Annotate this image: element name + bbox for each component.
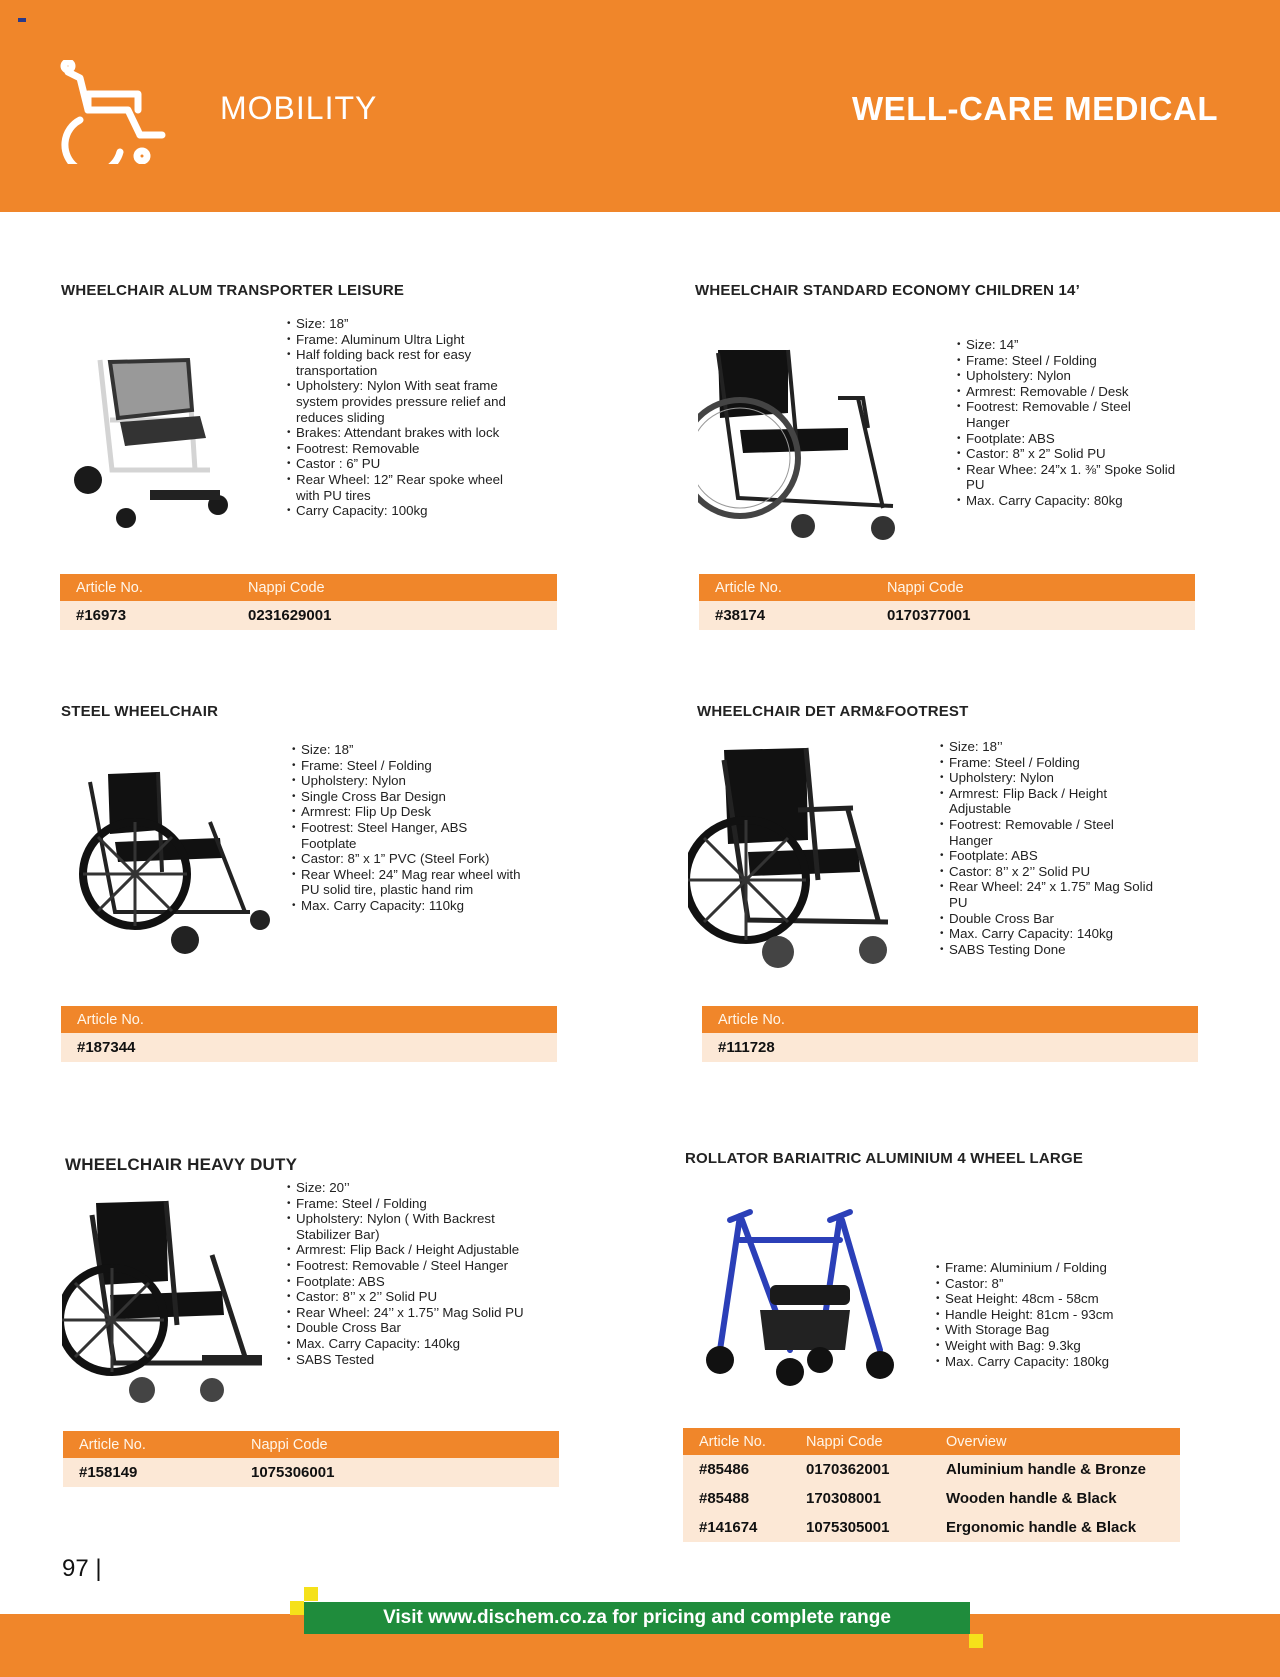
decor-square xyxy=(304,1587,318,1601)
product-table xyxy=(60,574,557,630)
wheelchair-image xyxy=(70,340,240,530)
spec-list xyxy=(936,1260,1166,1369)
spec-item: • Frame: Steel / Folding xyxy=(940,755,1160,771)
table-row xyxy=(702,1033,1198,1062)
article-number: #85486 xyxy=(683,1455,790,1484)
article-number: #111728 xyxy=(702,1033,1198,1062)
overview: Wooden handle & Black xyxy=(930,1484,1180,1513)
spec-item: • Rear Wheel: 24’’ x 1.75’’ Mag Solid PU xyxy=(287,1305,527,1321)
product-title: WHEELCHAIR STANDARD ECONOMY CHILDREN 14’ xyxy=(695,282,1080,299)
article-number: #38174 xyxy=(699,601,871,630)
spec-item: • Upholstery: Nylon xyxy=(940,770,1160,786)
spec-item: • Footrest: Removable xyxy=(287,441,517,457)
spec-item: • Size: 14” xyxy=(957,337,1177,353)
spec-item: • Frame: Steel / Folding xyxy=(957,353,1177,369)
table-header: Overview xyxy=(930,1428,1180,1455)
spec-item: • Footplate: ABS xyxy=(940,848,1160,864)
product-title: STEEL WHEELCHAIR xyxy=(61,703,219,720)
spec-item: • Rear Whee: 24”x 1. ⅜” Spoke Solid PU xyxy=(957,462,1177,493)
table-header: Nappi Code xyxy=(235,1431,559,1458)
article-number: #158149 xyxy=(63,1458,235,1487)
nappi-code: 1075305001 xyxy=(790,1513,930,1542)
table-header: Article No. xyxy=(60,574,232,601)
table-row xyxy=(61,1033,557,1062)
table-row xyxy=(683,1455,1180,1484)
spec-item: • SABS Testing Done xyxy=(940,942,1160,958)
spec-item: • With Storage Bag xyxy=(936,1322,1166,1338)
product-title: ROLLATOR BARIAITRIC ALUMINIUM 4 WHEEL LARGE xyxy=(685,1150,1084,1167)
decor-square xyxy=(290,1601,304,1615)
spec-item: • Max. Carry Capacity: 180kg xyxy=(936,1354,1166,1370)
spec-item: • Upholstery: Nylon With seat frame system provides pressure relief and reduces sliding xyxy=(287,378,517,425)
spec-item: • Castor: 8” xyxy=(936,1276,1166,1292)
product-title: WHEELCHAIR DET ARM&FOOTREST xyxy=(697,703,969,720)
article-number: #187344 xyxy=(61,1033,557,1062)
overview: Aluminium handle & Bronze xyxy=(930,1455,1180,1484)
article-number: #141674 xyxy=(683,1513,790,1542)
spec-item: • Castor: 8’’ x 2’’ Solid PU xyxy=(287,1289,527,1305)
product-title: WHEELCHAIR ALUM TRANSPORTER LEISURE xyxy=(61,282,405,299)
spec-item: • Upholstery: Nylon xyxy=(957,368,1177,384)
wheelchair-image xyxy=(70,762,280,957)
spec-item: • Upholstery: Nylon xyxy=(292,773,522,789)
spec-item: • Castor: 8’’ x 2’’ Solid PU xyxy=(940,864,1160,880)
spec-list xyxy=(287,316,517,519)
product-table xyxy=(683,1428,1180,1542)
nappi-code: 0231629001 xyxy=(232,601,557,630)
nappi-code: 1075306001 xyxy=(235,1458,559,1487)
spec-item: • Frame: Aluminium / Folding xyxy=(936,1260,1166,1276)
spec-item: • Armrest: Flip Back / Height Adjustable xyxy=(287,1242,527,1258)
table-row xyxy=(699,601,1195,630)
nappi-code: 0170362001 xyxy=(790,1455,930,1484)
wheelchair-image xyxy=(62,1195,272,1405)
spec-list xyxy=(287,1180,527,1367)
spec-item: • Frame: Aluminum Ultra Light xyxy=(287,332,517,348)
spec-item: • SABS Tested xyxy=(287,1352,527,1368)
table-header: Article No. xyxy=(63,1431,235,1458)
article-number: #16973 xyxy=(60,601,232,630)
table-row xyxy=(60,601,557,630)
spec-list xyxy=(940,739,1160,957)
spec-item: • Size: 18’’ xyxy=(940,739,1160,755)
table-row xyxy=(63,1458,559,1487)
table-header: Nappi Code xyxy=(232,574,557,601)
product-title: WHEELCHAIR HEAVY DUTY xyxy=(65,1155,298,1174)
product-table xyxy=(63,1431,559,1487)
spec-item: • Max. Carry Capacity: 140kg xyxy=(940,926,1160,942)
spec-item: • Double Cross Bar xyxy=(940,911,1160,927)
spec-item: • Seat Height: 48cm - 58cm xyxy=(936,1291,1166,1307)
nappi-code: 170308001 xyxy=(790,1484,930,1513)
spec-item: • Footrest: Steel Hanger, ABS Footplate xyxy=(292,820,522,851)
spec-item: • Armrest: Flip Back / Height Adjustable xyxy=(940,786,1160,817)
spec-item: • Armrest: Removable / Desk xyxy=(957,384,1177,400)
spec-item: • Castor: 8” x 2” Solid PU xyxy=(957,446,1177,462)
spec-item: • Handle Height: 81cm - 93cm xyxy=(936,1307,1166,1323)
spec-item: • Half folding back rest for easy transportation xyxy=(287,347,517,378)
product-table xyxy=(702,1006,1198,1062)
product-table xyxy=(699,574,1195,630)
section-title: MOBILITY xyxy=(220,90,378,126)
spec-item: • Carry Capacity: 100kg xyxy=(287,503,517,519)
spec-item: • Armrest: Flip Up Desk xyxy=(292,804,522,820)
table-header: Nappi Code xyxy=(871,574,1195,601)
spec-item: • Footplate: ABS xyxy=(957,431,1177,447)
product-table xyxy=(61,1006,557,1062)
table-header: Article No. xyxy=(683,1428,790,1455)
table-row xyxy=(683,1484,1180,1513)
wheelchair-image xyxy=(688,740,928,975)
spec-item: • Single Cross Bar Design xyxy=(292,789,522,805)
page-number: 97 | xyxy=(62,1555,102,1582)
spec-item: • Size: 20’’ xyxy=(287,1180,527,1196)
decor-square xyxy=(969,1634,983,1648)
spec-item: • Weight with Bag: 9.3kg xyxy=(936,1338,1166,1354)
overview: Ergonomic handle & Black xyxy=(930,1513,1180,1542)
nappi-code: 0170377001 xyxy=(871,601,1195,630)
spec-item: • Double Cross Bar xyxy=(287,1320,527,1336)
table-header: Article No. xyxy=(699,574,871,601)
spec-item: • Size: 18” xyxy=(287,316,517,332)
rollator-image xyxy=(700,1200,920,1390)
spec-item: • Size: 18” xyxy=(292,742,522,758)
article-number: #85488 xyxy=(683,1484,790,1513)
wheelchair-image xyxy=(698,338,928,553)
spec-item: • Footrest: Removable / Steel Hanger xyxy=(957,399,1177,430)
menu-icon xyxy=(18,18,26,22)
spec-item: • Rear Wheel: 12” Rear spoke wheel with PU tires xyxy=(287,472,517,503)
spec-item: • Footrest: Removable / Steel Hanger xyxy=(287,1258,527,1274)
spec-item: • Castor: 8” x 1” PVC (Steel Fork) xyxy=(292,851,522,867)
spec-item: • Rear Wheel: 24” x 1.75” Mag Solid PU xyxy=(940,879,1160,910)
page-header xyxy=(0,0,1280,212)
spec-item: • Upholstery: Nylon ( With Backrest Stabilizer Bar) xyxy=(287,1211,527,1242)
spec-item: • Footrest: Removable / Steel Hanger xyxy=(940,817,1160,848)
spec-item: • Max. Carry Capacity: 80kg xyxy=(957,493,1177,509)
spec-item: • Frame: Steel / Folding xyxy=(292,758,522,774)
brand-name: WELL-CARE MEDICAL xyxy=(852,90,1218,127)
website-banner[interactable]: Visit www.dischem.co.za for pricing and complete range xyxy=(304,1602,970,1634)
table-header: Article No. xyxy=(61,1006,557,1033)
wheelchair-icon xyxy=(58,60,166,164)
spec-item: • Brakes: Attendant brakes with lock xyxy=(287,425,517,441)
table-header: Article No. xyxy=(702,1006,1198,1033)
spec-item: • Max. Carry Capacity: 140kg xyxy=(287,1336,527,1352)
spec-list xyxy=(292,742,522,914)
spec-item: • Castor : 6” PU xyxy=(287,456,517,472)
spec-item: • Rear Wheel: 24” Mag rear wheel with PU solid tire, plastic hand rim xyxy=(292,867,522,898)
spec-item: • Footplate: ABS xyxy=(287,1274,527,1290)
table-row xyxy=(683,1513,1180,1542)
spec-item: • Frame: Steel / Folding xyxy=(287,1196,527,1212)
table-header: Nappi Code xyxy=(790,1428,930,1455)
spec-item: • Max. Carry Capacity: 110kg xyxy=(292,898,522,914)
spec-list xyxy=(957,337,1177,509)
